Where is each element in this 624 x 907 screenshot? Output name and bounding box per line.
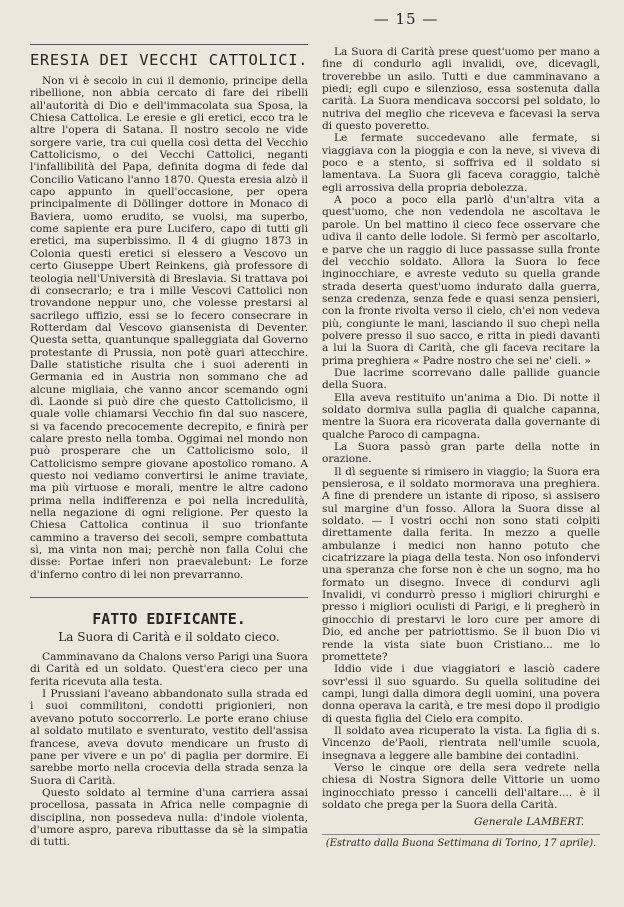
article2-paragraph: La Suora passò gran parte della notte in orazione. [322, 441, 600, 466]
article2-paragraph: Il dì seguente si rimisero in viaggio; la Suora era pensierosa, e il soldato mormorava una preghiera. A fine di prendere un istante di riposo, si assisero sul margine d'un fosso. Allora la Suora disse al soldato. — I vostri occhi non sono stati colpiti direttamente dalla ferita. In mezzo a quelle ambulanze i medici non hanno potuto che cicatrizzare la piaga della testa. Non oso infondervi una speranza che forse non è che un sogno, ma ho formato un disegno. Invece di condurvi agli Invalidi, vi condurrò presso i migliori chirurghi e presso i migliori oculisti di Parigi, e li pregherò in ginocchio di prestarvi le loro cure per amore di Dio, ed anche per patriottismo. Se il buon Dio vi rende la vista siate buon Cristiano... me lo promettete? [322, 465, 600, 663]
article2-paragraph: I Prussiani l'aveano abbandonato sulla strada ed i suoi commilitoni, condotti prigionieri, non avevano potuto soccorrerlo. Le porte erano chiuse al soldato mutilato e sventurato, vestito dell'assisa francese, aveva dovuto mendicare un frusto di pane per vivere e un po' di paglia per dormire. Ei sarebbe morto nella crocevia della strada senza la Suora di Carità. [30, 688, 308, 787]
signature: Generale LAMBERT. [474, 816, 584, 829]
article2-paragraph: Il soldato avea ricuperato la vista. La figlia di s. Vincenzo de'Paoli, rientrata nell'umile scuola, insegnava a leggere alle bambine dei contadini. [322, 724, 600, 762]
article2-paragraph: Questo soldato al termine d'una carriera assai procellosa, passata in Africa nelle compagnie di disciplina, non possedeva nulla: d'indole violenta, d'umore aspro, pareva ributtasse da sè la simpatia di tutti. [30, 786, 308, 849]
article1-title: ERESIA DEI VECCHI CATTOLICI. [30, 44, 308, 69]
article2-paragraph: La Suora di Carità prese quest'uomo per mano a fine di condurlo agli invalidi, ove, dicevagli, troverebbe un asilo. Tutti e due camminavano a piedi; egli cupo e silenzioso, essa sostenuta dalla carità. La Suora mendicava soccorsi pel soldato, lo nutriva del meglio che riceveva e facevasi la serva di questo poveretto. [322, 46, 600, 133]
article2-paragraph: Due lacrime scorrevano dalle pallide guancie della Suora. [322, 366, 600, 392]
right-column [322, 46, 600, 849]
article2-title: FATTO EDIFICANTE. [92, 610, 246, 629]
article2-subtitle: La Suora di Carità e il soldato cieco. [58, 630, 280, 645]
page-number: — 15 — [373, 10, 439, 28]
source-note: (Estratto dalla Buona Settimana di Torino, 17 aprile). [322, 834, 600, 849]
article2-paragraph: Verso le cinque ore della sera vedrete nella chiesa di Nostra Signora delle Vittorie un uomo inginocchiato presso i cancelli dell'altare.... è il soldato che prega per la Suora della Carità. [322, 761, 600, 811]
left-column [30, 32, 308, 849]
article2-paragraph: Le fermate succedevano alle fermate, si viaggiava con la pioggia e con la neve, si viveva di poco e a stento, si soffriva ed il soldato si lamentava. La Suora gli faceva coraggio, talchè egli arrossiva della propria debolezza. [322, 132, 600, 194]
article2-paragraph: Iddio vide i due viaggiatori e lasciò cadere sovr'essi il suo sguardo. Su quella solitudine dei campi, lungi dalla dimora degli uomini, una povera donna operava la carità, e tre mesi dopo il prodigio di questa figlia del Cielo era compito. [322, 663, 600, 725]
columns [30, 32, 602, 849]
article2-paragraph: Camminavano da Chalons verso Parigi una Suora di Carità ed un soldato. Quest'era cieco per una ferita ricevuta alla testa. [30, 651, 308, 688]
article2-paragraph: Ella aveva restituito un'anima a Dio. Di notte il soldato dormiva sulla paglia di qualche capanna, mentre la Suora era ricoverata dalla governante di qualche Paroco di campagna. [322, 391, 600, 441]
article1-paragraph: Non vi è secolo in cui il demonio, principe della ribellione, non abbia cercato di fare dei ribelli all'autorità di Dio e dell'immacolata sua Sposa, la Chiesa Cattolica. Le eresie e gli eretici, ecco tra le altre l'opera di Satana. Il nostro secolo ne vide sorgere varie, tra cui quella così detta del Vecchio Cattolicismo, o dei Vecchi Cattolici, neganti l'infallibilità del Papa, definita dogma di fede dal Concilio Vaticano l'anno 1870. Questa eresia alzò il capo appunto in quell'occasione, per opera principalmente di Döllinger dottore in Monaco di Baviera, uomo erudito, se vuolsi, ma superbo, come sapiente era pure Lucifero, capo di tutti gli eretici, ma superbissimo. Il 4 di giugno 1873 in Colonia questi eretici si elessero a Vescovo un certo Giuseppe Ubert Reinkens, già professore di teologia nell'Università di Breslavia. Si trattava poi di consecrarlo; e tra i mille Vescovi Cattolici non trovandone neppur uno, che volesse prestarsi al sacrilego uffizio, essi se lo fecero consecrare in Rotterdam dal Vescovo giansenista di Deventer. Questa setta, quantunque spalleggiata dal Governo protestante di Prussia, non potè guari attecchire. Dalle statistiche risulta che i suoi aderenti in Germania ed in Austria non sommano che ad alcune migliaia, che vanno ancor scemando ogni dì. Laonde si può dire che questo Cattolicismo, il quale volle chiamarsi Vecchio fin dal suo nascere, si va facendo precocemente decrepito, e finirà per calare presto nella tomba. Oggimai nel mondo non può prosperare che un Cattolicismo solo, il Cattolicismo sempre giovane apostolico romano. A questo noi vediamo convertirsi le anime traviate, ma più virtuose e morali, mentre le altre cadono prima nella indifferenza e poi nella incredulità, nella negazione di ogni religione. Per questo la Chiesa Cattolica continua il suo trionfante cammino a traverso dei secoli, sempre combattuta sì, ma vinta non mai; perchè non falla Colui che disse: Portae inferi non praevalebunt: Le forze d'inferno contro di lei non prevarranno. [30, 75, 308, 581]
article2-paragraph: A poco a poco ella parlò d'un'altra vita a quest'uomo, che non vedendola ne ascoltava le parole. Un bel mattino il cieco fece osservare che udiva il canto delle lodole. Si fermò per ascoltarlo, e parve che un raggio di luce passasse sulla fronte del vecchio soldato. Allora la Suora lo fece inginocchiare, e avreste veduto su quella grande strada deserta quest'uomo indurato dalla guerra, senza credenza, senza fede e quasi senza pensieri, con la fronte rivolta verso il cielo, ch'ei non vedeva più, congiunte le mani, lasciando il suo chepì nella polvere presso il suo sacco, e ritta in piedi davanti a lui la Suora di Carità, che gli faceva recitare la prima preghiera « Padre nostro che sei ne' cieli. » [322, 194, 600, 367]
section-divider [30, 597, 308, 598]
